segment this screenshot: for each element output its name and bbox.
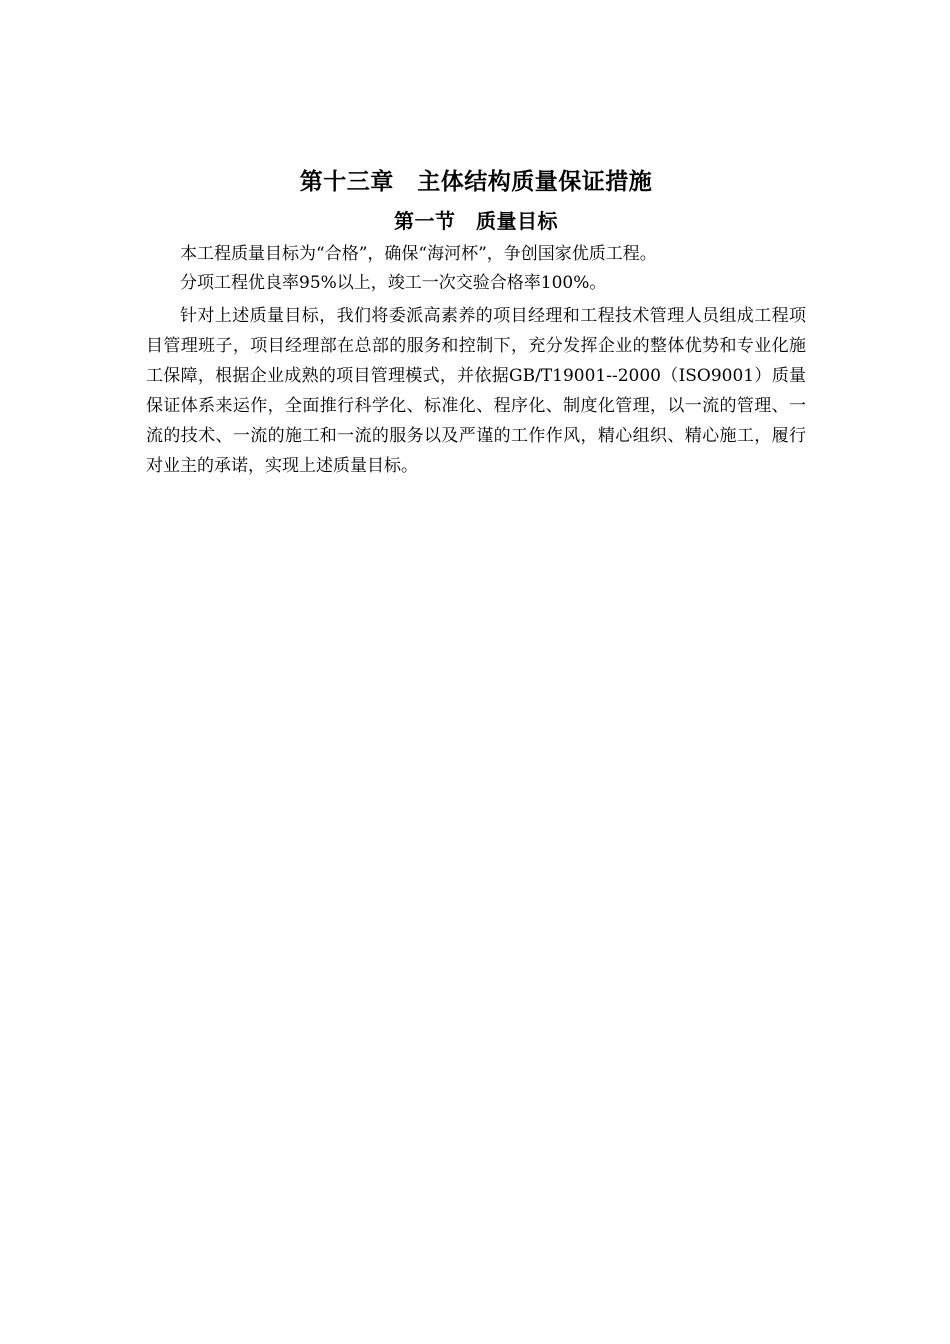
section-title: 第一节 质量目标 [394,209,558,233]
paragraph-quality-target: 本工程质量目标为“合格”，确保“海河杯”，争创国家优质工程。 [180,244,657,264]
chapter-title: 第十三章 主体结构质量保证措施 [299,168,653,195]
document-body [146,164,806,481]
paragraph-management-measures: 针对上述质量目标，我们将委派高素养的项目经理和工程技术管理人员组成工程项目管理班子，项目经理部在总部的服务和控制下，充分发挥企业的整体优势和专业化施工保障，根据企业成熟的项目管理模式，并依据GB/T19001--2000（ISO9001）质量保证体系来运作，全面推行科学化、标准化、程序化、制度化管理，以一流的管理、一流的技术、一流的施工和一流的服务以及严谨的工作作风，精心组织、精心施工，履行对业主的承诺，实现上述质量目标。 [146,306,806,476]
paragraph-pass-rate: 分项工程优良率95%以上，竣工一次交验合格率100%。 [180,273,607,293]
